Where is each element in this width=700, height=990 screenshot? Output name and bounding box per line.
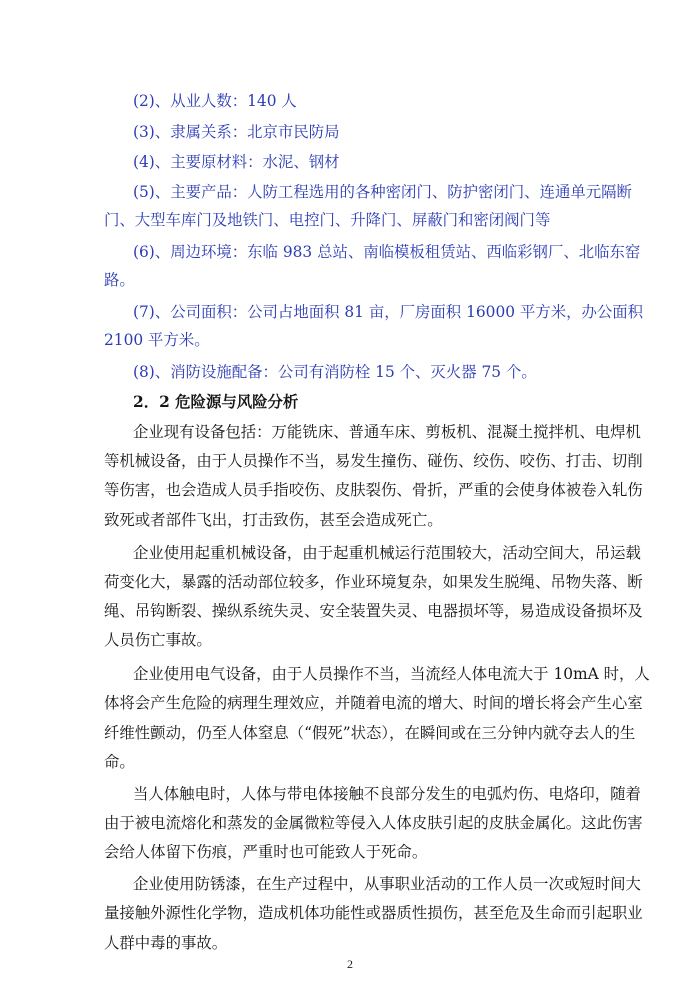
info-surroundings-line1: (6)、周边环境：东临 983 总站、南临模板租赁站、西临彩钢厂、北临东窑	[133, 243, 641, 261]
para2-line2: 荷变化大，暴露的活动部位较多，作业环境复杂，如果发生脱绳、吊物失落、断	[104, 573, 643, 591]
info-products-line2: 门、大型车库门及地铁门、电控门、升降门、屏蔽门和密闭阀门等	[104, 211, 551, 229]
para3-line1: 企业使用电气设备，由于人员操作不当，当流经人体电流大于 10mA 时，人	[133, 665, 650, 683]
info-area-line2: 2100 平方米。	[104, 331, 210, 349]
para3-line3: 纤维性颤动，仍至人体窒息（“假死”状态），在瞬间或在三分钟内就夺去人的生	[104, 724, 636, 742]
info-materials: (4)、主要原材料：水泥、钢材	[133, 153, 340, 171]
para1-line3: 等伤害，也会造成人员手指咬伤、皮肤裂伤、骨折，严重的会使身体被卷入轧伤	[104, 481, 643, 499]
para5-line3: 人群中毒的事故。	[104, 934, 228, 952]
info-area-line1: (7)、公司面积：公司占地面积 81 亩，厂房面积 16000 平方米，办公面积	[133, 303, 644, 321]
page-number: 2	[347, 957, 353, 971]
section-heading: 2．2 危险源与风险分析	[133, 393, 299, 411]
info-surroundings-line2: 路。	[104, 271, 135, 289]
para1-line4: 致死或者部件飞出，打击致伤，甚至会造成死亡。	[104, 511, 443, 529]
info-products-line1: (5)、主要产品：人防工程选用的各种密闭门、防护密闭门、连通单元隔断	[133, 183, 632, 201]
info-employees: (2)、从业人数：140 人	[133, 92, 297, 110]
para5-line1: 企业使用防锈漆，在生产过程中，从事职业活动的工作人员一次或短时间大	[133, 875, 641, 893]
para2-line1: 企业使用起重机械设备，由于起重机械运行范围较大，活动空间大，吊运载	[133, 544, 641, 562]
para4-line2: 由于被电流熔化和蒸发的金属微粒等侵入人体皮肤引起的皮肤金属化。这此伤害	[104, 814, 643, 832]
para4-line1: 当人体触电时，人体与带电体接触不良部分发生的电弧灼伤、电烙印，随着	[133, 785, 641, 803]
para3-line4: 命。	[104, 753, 135, 771]
para2-line3: 绳、吊钩断裂、操纵系统失灵、安全装置失灵、电器损坏等，易造成设备损坏及	[104, 602, 643, 620]
para1-line2: 等机械设备，由于人员操作不当，易发生撞伤、碰伤、绞伤、咬伤、打击、切削	[104, 452, 643, 470]
para1-line1: 企业现有设备包括：万能铣床、普通车床、剪板机、混凝土搅拌机、电焊机	[133, 423, 641, 441]
para3-line2: 体将会产生危险的病理生理效应，并随着电流的增大、时间的增长将会产生心室	[104, 694, 643, 712]
info-affiliation: (3)、隶属关系：北京市民防局	[133, 123, 340, 141]
para4-line3: 会给人体留下伤痕，严重时也可能致人于死命。	[104, 843, 428, 861]
para5-line2: 量接触外源性化学物，造成机体功能性或器质性损伤，甚至危及生命而引起职业	[104, 904, 643, 922]
info-fire-facilities: (8)、消防设施配备：公司有消防栓 15 个、灭火器 75 个。	[133, 363, 537, 381]
para2-line4: 人员伤亡事故。	[104, 631, 212, 649]
